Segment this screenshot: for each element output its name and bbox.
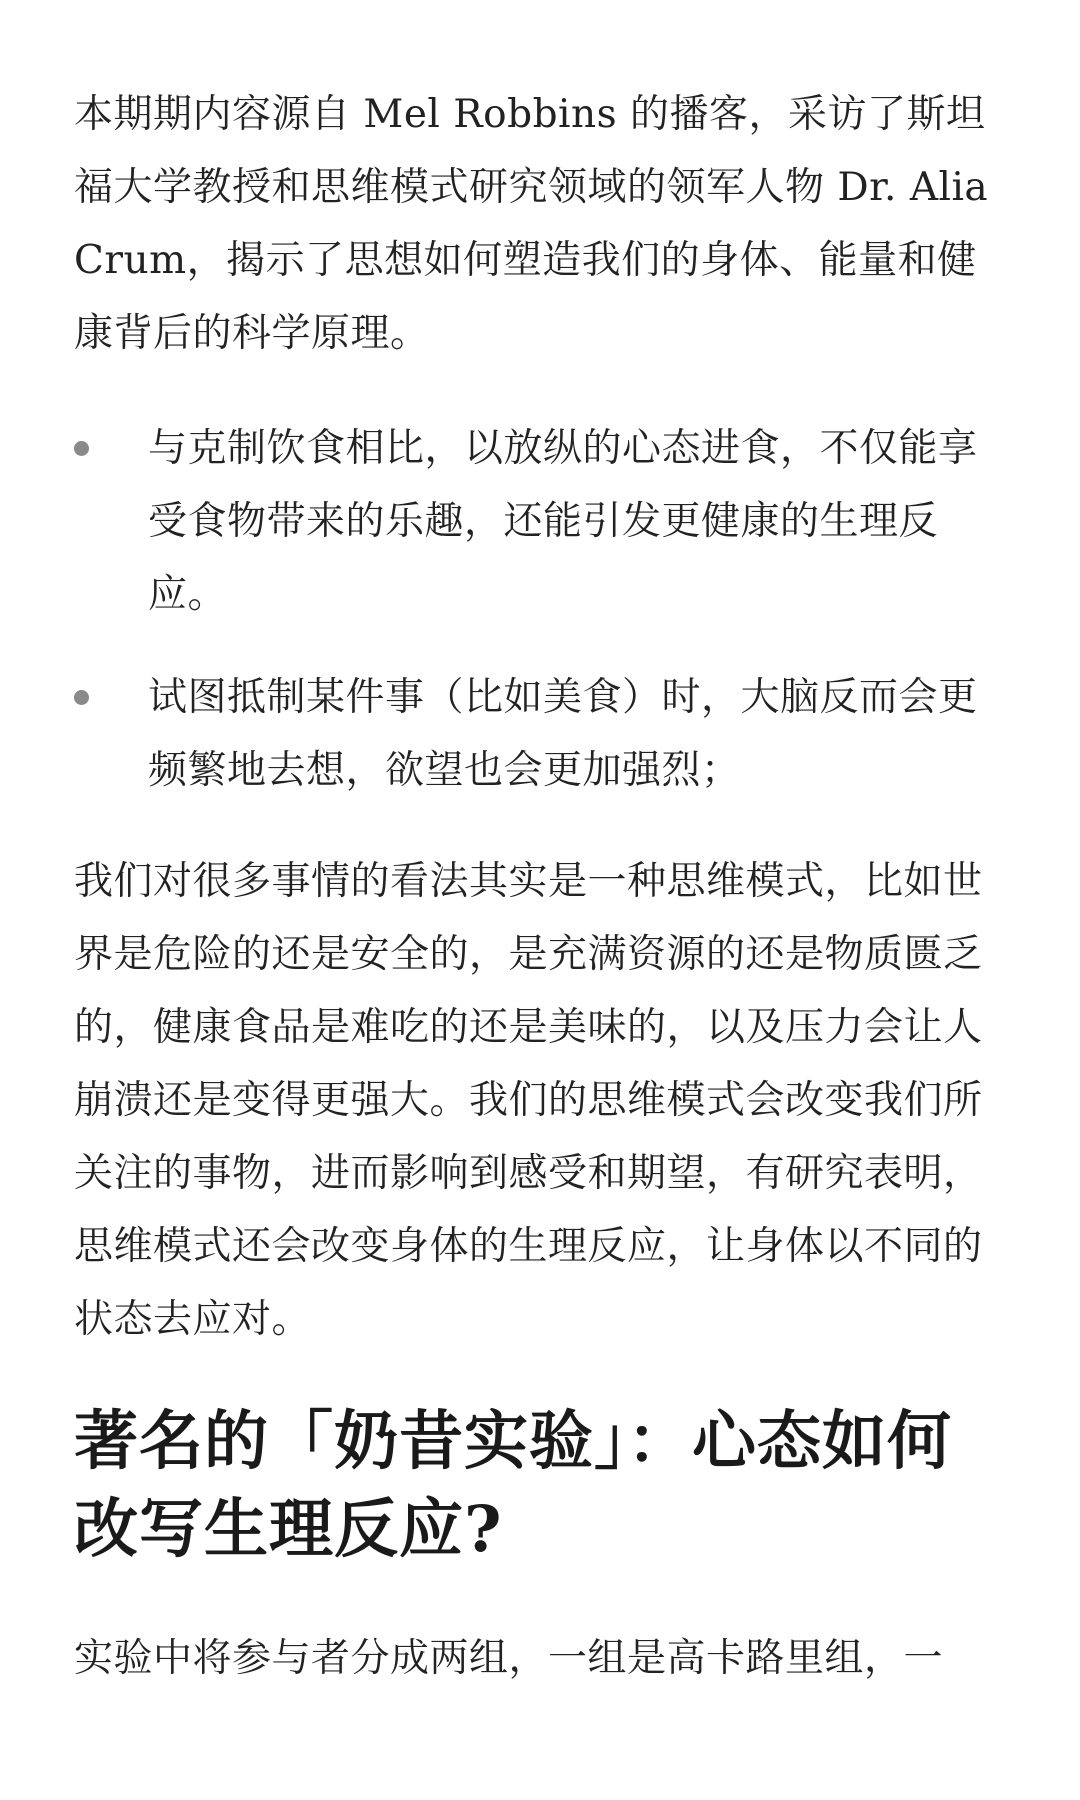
list-item (74, 412, 1014, 631)
list-item-text: 与克制饮食相比，以放纵的心态进食，不仅能享受食物带来的乐趣，还能引发更健康的生理反应。 (148, 426, 978, 617)
section-heading: 著名的「奶昔实验」：心态如何改写生理反应? (74, 1404, 952, 1567)
list-item (74, 661, 1014, 807)
section-intro-paragraph: 实验中将参与者分成两组，一组是高卡路里组，一 (74, 1636, 944, 1681)
article-content (74, 78, 1014, 1695)
list-item-text: 试图抵制某件事（比如美食）时，大脑反而会更频繁地去想，欲望也会更加强烈； (148, 675, 978, 793)
body-paragraph: 我们对很多事情的看法其实是一种思维模式，比如世界是危险的还是安全的，是充满资源的还是物质匮乏的，健康食品是难吃的还是美味的，以及压力会让人崩溃还是变得更强大。我们的思维模式会改变我们所关注的事物，进而影响到感受和期望，有研究表明，思维模式还会改变身体的生理反应，让身体以不同的状态去应对。 (74, 859, 983, 1342)
intro-paragraph: 本期期内容源自 Mel Robbins 的播客，采访了斯坦福大学教授和思维模式研究领域的领军人物 Dr. Alia Crum，揭示了思想如何塑造我们的身体、能量和健康背后的科学原理。 (74, 92, 989, 356)
bullet-icon (74, 690, 89, 705)
key-points-list (74, 412, 1014, 807)
bullet-icon (74, 441, 89, 456)
